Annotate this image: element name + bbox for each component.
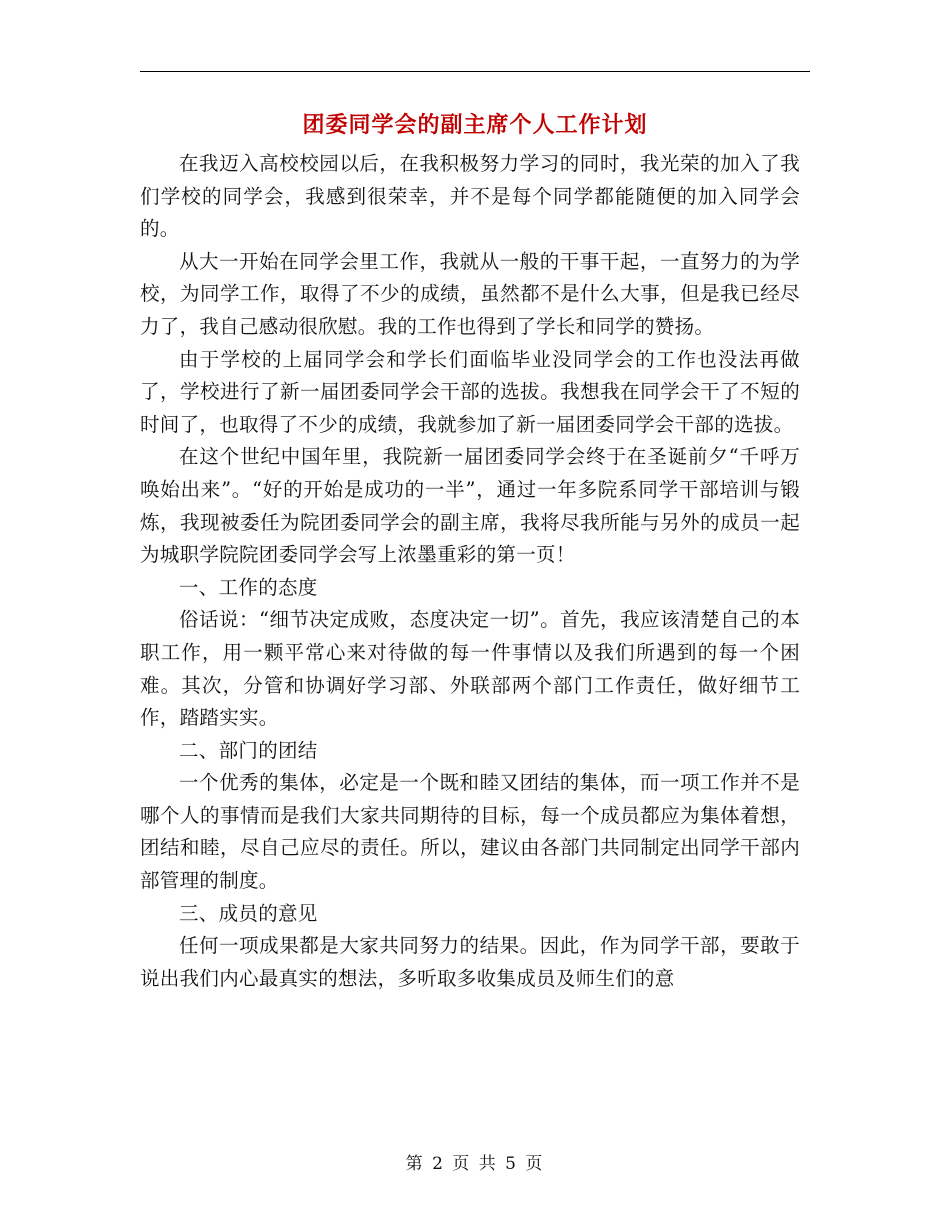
body-paragraph-6: 一个优秀的集体，必定是一个既和睦又团结的集体，而一项工作并不是哪个人的事情而是我们大家共同期待的目标，每一个成员都应为集体着想，团结和睦，尽自己应尽的责任。所以，建议由各部门共同制定出同学干部内部管理的制度。 bbox=[140, 771, 800, 893]
body-paragraph-5: 俗话说：“细节决定成败，态度决定一切”。首先，我应该清楚自己的本职工作，用一颗平常心来对待做的每一件事情以及我们所遇到的每一个困难。其次，分管和协调好学习部、外联部两个部门工作责任，做好细节工作，踏踏实实。 bbox=[140, 608, 800, 730]
header-rule bbox=[140, 71, 810, 72]
page-number: 第 2 页 共 5 页 bbox=[405, 1154, 545, 1174]
document-body bbox=[140, 148, 800, 995]
body-paragraph-3: 由于学校的上届同学会和学长们面临毕业没同学会的工作也没法再做了，学校进行了新一届团委同学会干部的选拔。我想我在同学会干了不短的时间了，也取得了不少的成绩，我就参加了新一届团委同学会干部的选拔。 bbox=[140, 347, 800, 436]
section-heading-unity: 二、部门的团结 bbox=[179, 738, 318, 762]
section-heading-attitude: 一、工作的态度 bbox=[179, 575, 318, 599]
section-heading-opinions: 三、成员的意见 bbox=[179, 901, 318, 925]
body-paragraph-1: 在我迈入高校校园以后，在我积极努力学习的同时，我光荣的加入了我们学校的同学会，我感到很荣幸，并不是每个同学都能随便的加入同学会的。 bbox=[140, 152, 800, 241]
document-title: 团委同学会的副主席个人工作计划 bbox=[302, 113, 648, 138]
body-paragraph-2: 从大一开始在同学会里工作，我就从一般的干事干起，一直努力的为学校，为同学工作，取得了不少的成绩，虽然都不是什么大事，但是我已经尽力了，我自己感动很欣慰。我的工作也得到了学长和同学的赞扬。 bbox=[140, 249, 800, 338]
body-paragraph-7: 任何一项成果都是大家共同努力的结果。因此，作为同学干部，要敢于说出我们内心最真实的想法，多听取多收集成员及师生们的意 bbox=[140, 934, 800, 990]
body-paragraph-4: 在这个世纪中国年里，我院新一届团委同学会终于在圣诞前夕“千呼万唤始出来”。“好的开始是成功的一半”，通过一年多院系同学干部培训与锻炼，我现被委任为院团委同学会的副主席，我将尽我所能与另外的成员一起为城职学院院团委同学会写上浓墨重彩的第一页！ bbox=[140, 445, 800, 567]
